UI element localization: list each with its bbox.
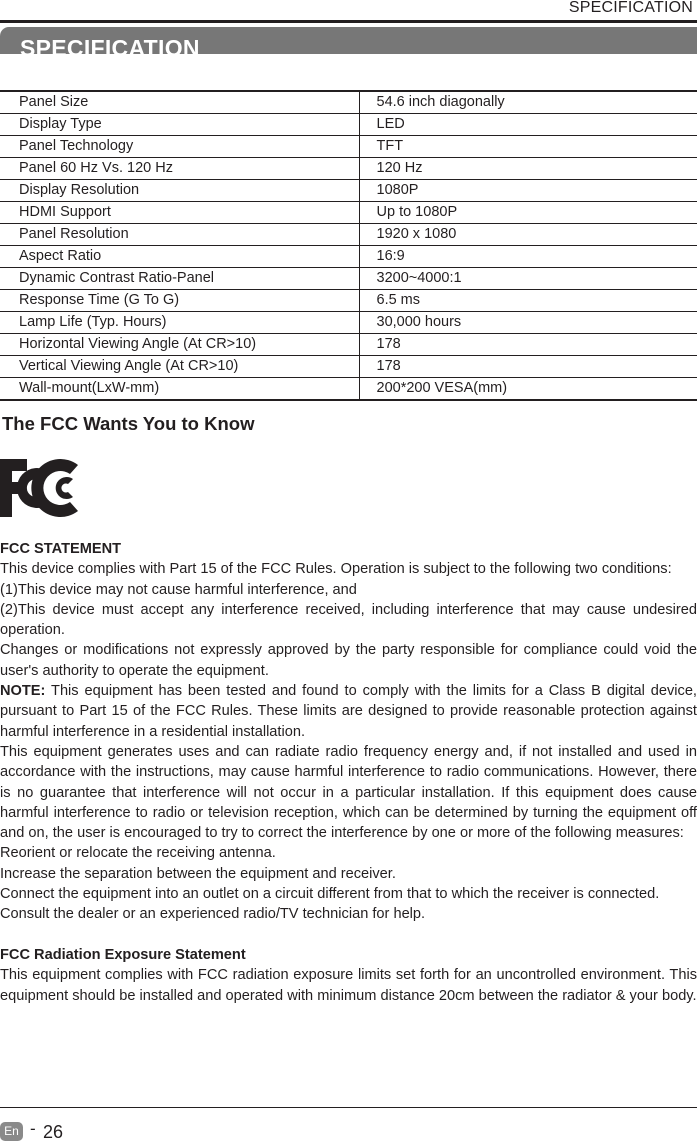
spec-value: 3200~4000:1: [359, 268, 697, 290]
spec-label: HDMI Support: [0, 202, 359, 224]
spec-value: 1080P: [359, 180, 697, 202]
fcc-note-label: NOTE:: [0, 683, 46, 700]
spec-label: Lamp Life (Typ. Hours): [0, 312, 359, 334]
spec-row: [0, 290, 697, 312]
page-number: 26: [43, 1122, 64, 1142]
spec-row: [0, 378, 697, 401]
spec-value: LED: [359, 114, 697, 136]
language-badge: En: [0, 1122, 23, 1141]
fcc-condition-1: (1)This device may not cause harmful interference, and: [0, 581, 357, 598]
spec-value: 120 Hz: [359, 158, 697, 180]
fcc-paragraph: This device complies with Part 15 of the FCC Rules. Operation is subject to the following two conditions:: [0, 561, 672, 578]
fcc-statement-title: FCC STATEMENT: [0, 541, 122, 557]
spec-label: Panel Size: [0, 91, 359, 114]
fcc-measure-2: Increase the separation between the equipment and receiver.: [0, 865, 396, 882]
fcc-changes-paragraph: Changes or modifications not expressly approved by the party responsible for compliance could void the user's authority to operate the equipment.: [0, 642, 697, 679]
fcc-condition-2: (2)This device must accept any interference received, including interference that may cause undesired operation.: [0, 601, 697, 639]
spec-label: Vertical Viewing Angle (At CR>10): [0, 356, 359, 378]
fcc-measure-4: Consult the dealer or an experienced radio/TV technician for help.: [0, 906, 426, 923]
spec-row: [0, 356, 697, 378]
spec-row: [0, 312, 697, 334]
spec-value: 30,000 hours: [359, 312, 697, 334]
fcc-radiation-paragraph: This equipment complies with FCC radiation exposure limits set forth for an uncontrolled environment. This equipment should be installed and operated with minimum distance 20cm between the radiator & your body.: [0, 967, 697, 1004]
spec-row: [0, 180, 697, 202]
section-banner: [0, 27, 697, 61]
spec-value: 1920 x 1080: [359, 224, 697, 246]
spec-row: [0, 246, 697, 268]
fcc-logo-icon: [0, 459, 82, 517]
fcc-measure-3: Connect the equipment into an outlet on a circuit different from that to which the receiver is connected.: [0, 886, 660, 903]
spec-label: Wall-mount(LxW-mm): [0, 378, 359, 401]
spec-table: [0, 90, 697, 401]
section-title: SPECIFICATION: [20, 35, 200, 61]
spec-value: 178: [359, 334, 697, 356]
fcc-note-paragraph: [0, 681, 697, 742]
fcc-body: [0, 539, 697, 1006]
running-title: SPECIFICATION: [568, 0, 693, 16]
fcc-heading: The FCC Wants You to Know: [2, 413, 255, 434]
footer-rule: [0, 1107, 697, 1108]
spec-value: 178: [359, 356, 697, 378]
paragraph-gap: [0, 925, 697, 945]
spec-label: Dynamic Contrast Ratio-Panel: [0, 268, 359, 290]
spec-row: [0, 91, 697, 114]
spec-label: Display Resolution: [0, 180, 359, 202]
spec-label: Panel 60 Hz Vs. 120 Hz: [0, 158, 359, 180]
spec-row: [0, 114, 697, 136]
spec-row: [0, 136, 697, 158]
fcc-interference-paragraph: This equipment generates uses and can radiate radio frequency energy and, if not installed and used in accordance with the instructions, may cause harmful interference to radio communications. However, there is no guarantee that interference will not occur in a particular installation. If this equipment does cause harmful interference to radio or television reception, which can be determined by turning the equipment off and on, the user is encouraged to try to correct the interference by one or more of the following measures:: [0, 743, 697, 842]
fcc-radiation-title: FCC Radiation Exposure Statement: [0, 946, 246, 963]
spec-label: Panel Resolution: [0, 224, 359, 246]
spec-label: Aspect Ratio: [0, 246, 359, 268]
spec-row: [0, 202, 697, 224]
spec-table-body: [0, 91, 697, 400]
spec-row: [0, 334, 697, 356]
page-dash: -: [30, 1119, 36, 1138]
header-rule: [0, 20, 697, 23]
spec-row: [0, 268, 697, 290]
spec-label: Horizontal Viewing Angle (At CR>10): [0, 334, 359, 356]
spec-value: 16:9: [359, 246, 697, 268]
spec-value: 6.5 ms: [359, 290, 697, 312]
spec-row: [0, 158, 697, 180]
spec-label: Response Time (G To G): [0, 290, 359, 312]
fcc-note-text: This equipment has been tested and found to comply with the limits for a Class B digital device, pursuant to Part 15 of the FCC Rules. These limits are designed to provide reasonable protection against harmful interference in a residential installation.: [0, 683, 697, 740]
running-header: [0, 0, 697, 20]
spec-value: 54.6 inch diagonally: [359, 91, 697, 114]
spec-value: TFT: [359, 136, 697, 158]
spec-label: Panel Technology: [0, 136, 359, 158]
spec-value: 200*200 VESA(mm): [359, 378, 697, 401]
fcc-measure-1: Reorient or relocate the receiving antenna.: [0, 845, 276, 862]
spec-label: Display Type: [0, 114, 359, 136]
spec-row: [0, 224, 697, 246]
spec-value: Up to 1080P: [359, 202, 697, 224]
